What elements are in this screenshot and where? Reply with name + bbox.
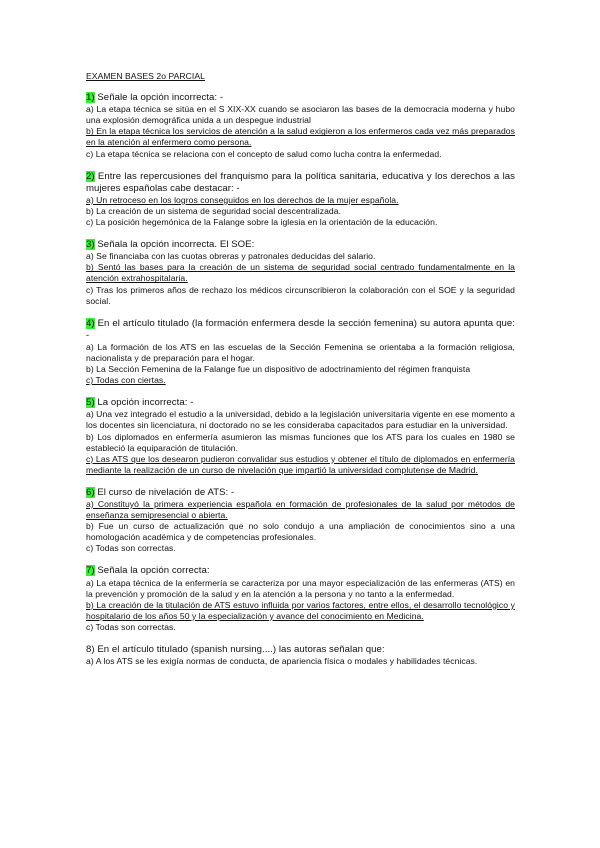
answer-option: a) La etapa técnica de la enfermería se caracteriza por una mayor especialización de las enfermeras (ATS) en la prevención y promoción de la salud y en la atención a la persona y no tanto a la enfermedad. xyxy=(86,577,515,599)
answer-option-marked: b) Sentó las bases para la creación de un sistema de seguridad social centrado fundamentalmente en la atención extrahospitalaria. xyxy=(86,262,515,284)
question-stem xyxy=(86,487,515,499)
question-text: En el artículo titulado (spanish nursing....) las autoras señalan que: xyxy=(94,644,385,656)
question-3 xyxy=(86,239,515,307)
question-number: 5) xyxy=(86,397,95,409)
answer-option-marked: b) En la etapa técnica los servicios de atención a la salud exigieron a los enfermeros cada vez más preparados en la atención al enfermero como persona. xyxy=(86,126,515,148)
question-text: Señala la opción incorrecta. El SOE: xyxy=(94,239,255,251)
question-7 xyxy=(86,565,515,633)
question-stem xyxy=(86,92,515,104)
answer-option: a) Una vez integrado el estudio a la universidad, debido a la legislación universitaria vigente en ese momento a los docentes sin licenciatura, ni doctorado no se les consideraba capacitados para estudiar en la universidad. xyxy=(86,409,515,431)
exam-content xyxy=(86,71,515,678)
question-2 xyxy=(86,171,515,228)
question-text: En el artículo titulado (la formación enfermera desde la sección femenina) su autora apunta que: - xyxy=(86,317,515,341)
question-number: 8) xyxy=(86,644,95,656)
question-text: El curso de nivelación de ATS: - xyxy=(94,486,235,498)
question-8 xyxy=(86,644,515,667)
answer-option: b) La Sección Femenina de la Falange fue un dispositivo de adoctrinamiento del régimen franquista xyxy=(86,364,471,375)
question-stem xyxy=(86,644,515,656)
question-1 xyxy=(86,92,515,160)
answer-option: a) Se financiaba con las cuotas obreras y patronales deducidas del salario. xyxy=(86,251,376,262)
question-number: 6) xyxy=(86,486,95,498)
question-stem xyxy=(86,239,515,251)
answer-option: c) La etapa técnica se relaciona con el concepto de salud como lucha contra la enfermedad. xyxy=(86,148,442,159)
question-number: 4) xyxy=(86,317,95,329)
question-text: La opción incorrecta: - xyxy=(94,397,194,409)
answer-option: b) Los diplomados en enfermería asumieron las mismas funciones que los ATS para los cuales en 1980 se estableció la equiparación de titulación. xyxy=(86,431,515,453)
answer-option: a) La formación de los ATS en las escuelas de la Sección Femenina se orientaba a la formación religiosa, nacionalista y de preparación para el hogar. xyxy=(86,341,515,363)
question-stem xyxy=(86,318,515,342)
answer-option-marked: c) Las ATS que los desearon pudieron convalidar sus estudios y obtener el título de diplomados en enfermería mediante la realización de un curso de nivelación que impartió la universidad complutense de Madrid. xyxy=(86,453,515,475)
answer-option: b) Fue un curso de actualización que no solo condujo a una ampliación de conocimientos sino a una homologación académica y de competencias profesionales. xyxy=(86,521,515,543)
answer-option: c) Todas son correctas. xyxy=(86,621,176,632)
question-5 xyxy=(86,397,515,476)
document-title: EXAMEN BASES 2o PARCIAL xyxy=(86,71,205,81)
question-number: 1) xyxy=(86,92,95,104)
question-text: Señala la opción correcta: xyxy=(94,565,210,577)
answer-option: c) La posición hegemónica de la Falange sobre la iglesia en la orientación de la educación. xyxy=(86,217,438,228)
answer-option-marked: a) Constituyó la primera experiencia española en formación de profesionales de la salud por métodos de enseñanza semipresencial o abierta. xyxy=(86,499,515,521)
answer-option: c) Tras los primeros años de rechazo los médicos circunscribieron la colaboración con el SOE y la seguridad social. xyxy=(86,284,515,306)
question-stem xyxy=(86,397,515,409)
question-stem xyxy=(86,565,515,577)
question-text: Señale la opción incorrecta: - xyxy=(94,92,224,104)
answer-option: c) Todas son correctas. xyxy=(86,543,176,554)
question-list xyxy=(86,92,515,667)
answer-option: a) La etapa técnica se sitúa en el S XIX-XX cuando se asociaron las bases de la democracia moderna y hubo una explosión demográfica unida a un despegue industrial xyxy=(86,104,515,126)
answer-option-marked: c) Todas con ciertas. xyxy=(86,375,166,386)
answer-option: a) A los ATS se les exigía normas de conducta, de apariencia física o modales y habilidades técnicas. xyxy=(86,656,478,667)
answer-option-marked: b) La creación de la titulación de ATS estuvo influida por varios factores, entre ellos, el desarrollo tecnológico y hospitalario de los años 50 y la especialización y avance del conocimiento en Medicina. xyxy=(86,599,515,621)
question-4 xyxy=(86,318,515,387)
question-text: Entre las repercusiones del franquismo para la política sanitaria, educativa y los derechos a las mujeres españolas cabe destacar: - xyxy=(86,170,515,194)
question-number: 3) xyxy=(86,239,95,251)
answer-option: b) La creación de un sistema de seguridad social descentralizada. xyxy=(86,205,342,216)
question-number: 2) xyxy=(86,170,95,182)
question-number: 7) xyxy=(86,565,95,577)
answer-option-marked: a) Un retroceso en los logros conseguidos en los derechos de la mujer española. xyxy=(86,194,399,205)
question-stem xyxy=(86,171,515,195)
question-6 xyxy=(86,487,515,555)
